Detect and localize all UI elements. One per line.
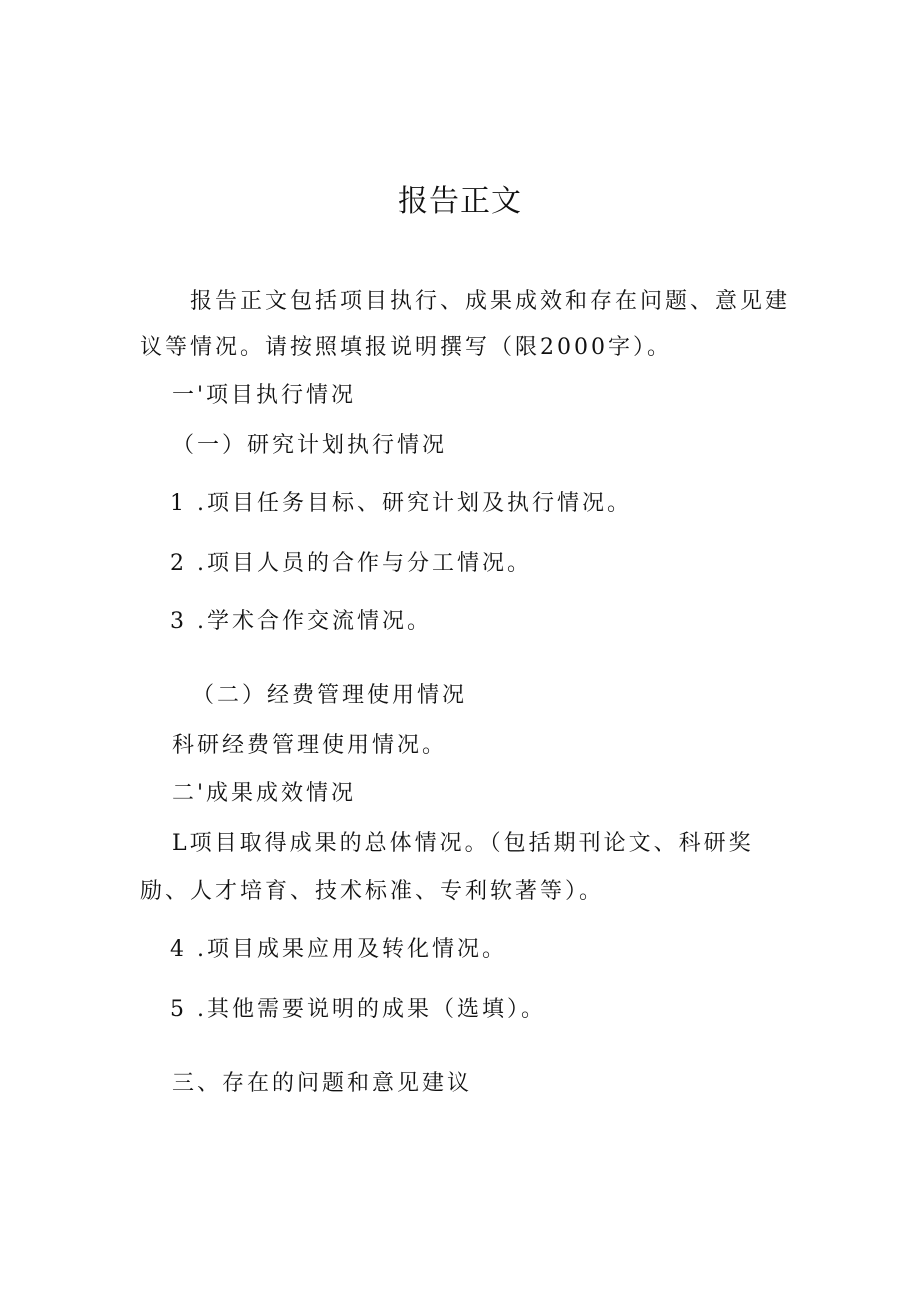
page-title: 报告正文 [398, 184, 522, 219]
list-item-application: 4 .项目成果应用及转化情况。 [170, 937, 507, 962]
subsection-heading-funding: （二）经费管理使用情况 [192, 683, 468, 708]
list-item-academic-exchange: 3 .学术合作交流情况。 [170, 609, 432, 634]
list-item-outcomes-line-1: L项目取得成果的总体情况。（包括期刊论文、科研奖 [172, 831, 754, 856]
section-heading-project-execution: 一'项目执行情况 [172, 383, 357, 408]
intro-paragraph-line-2: 议等情况。请按照填报说明撰写（限2000字）。 [140, 335, 672, 360]
subsection-heading-research-plan: （一）研究计划执行情况 [172, 433, 448, 458]
list-item-outcomes-line-2: 励、人才培育、技术标准、专利软著等）。 [140, 879, 605, 904]
section-heading-outcomes: 二'成果成效情况 [172, 781, 357, 806]
list-item-personnel: 2 .项目人员的合作与分工情况。 [170, 551, 532, 576]
list-item-task-goals: 1 .项目任务目标、研究计划及执行情况。 [170, 491, 632, 516]
list-item-other-outcomes: 5 .其他需要说明的成果（选填）。 [170, 997, 546, 1022]
section-heading-issues-suggestions: 三、存在的问题和意见建议 [172, 1071, 473, 1096]
funding-description: 科研经费管理使用情况。 [172, 733, 448, 758]
intro-paragraph-line-1: 报告正文包括项目执行、成果成效和存在问题、意见建 [190, 289, 791, 314]
